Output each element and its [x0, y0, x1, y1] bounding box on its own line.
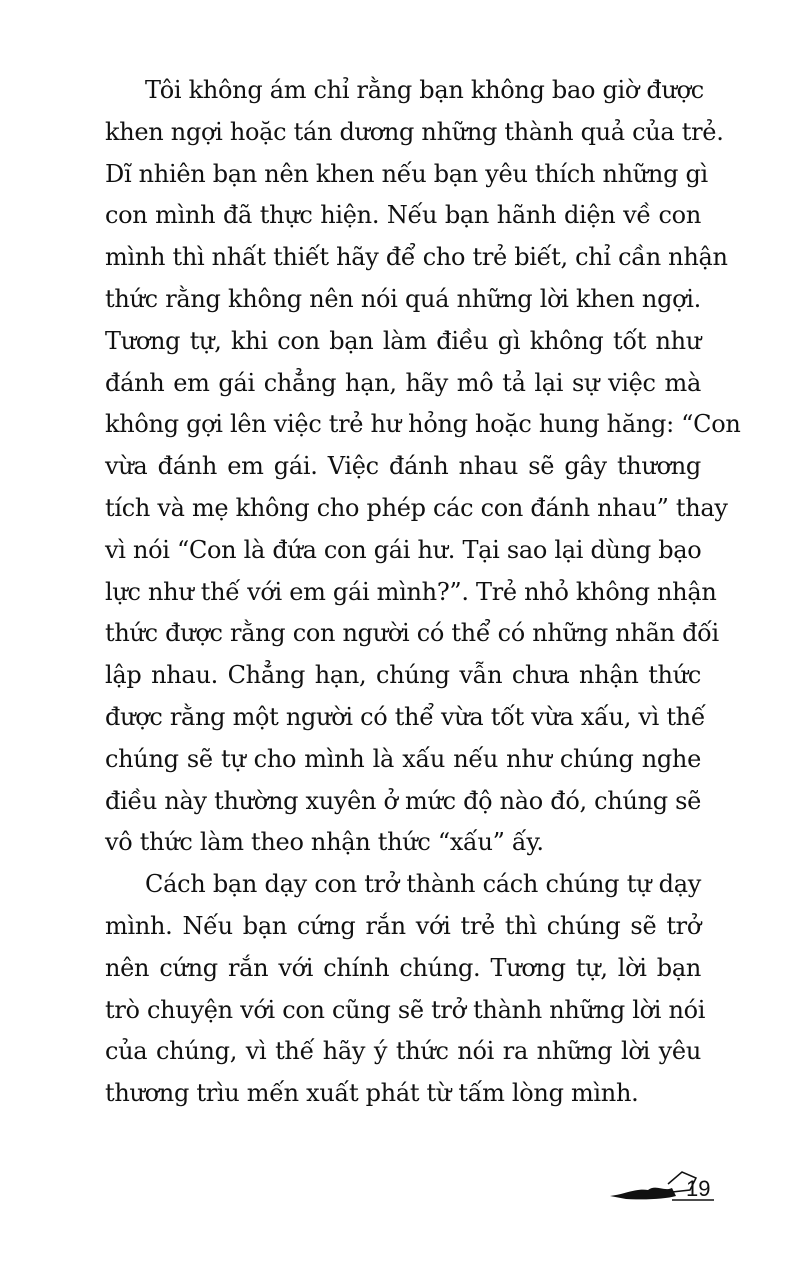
text-line: mình thì nhất thiết hãy để cho trẻ biết, chỉ cần nhận: [105, 243, 728, 272]
text-line: vô thức làm theo nhận thức “xấu” ấy.: [105, 828, 544, 857]
text-line: được rằng một người có thể vừa tốt vừa xấu, vì thế: [105, 702, 706, 731]
text-line: khen ngợi hoặc tán dương những thành quả của trẻ.: [105, 117, 724, 146]
page-body: [105, 70, 741, 1115]
text-line: trò chuyện với con cũng sẽ trở thành những lời nói: [105, 995, 706, 1024]
text-line: vừa đánh em gái. Việc đánh nhau sẽ gây thương: [105, 452, 701, 481]
text-line: điều này thường xuyên ở mức độ nào đó, chúng sẽ: [105, 786, 702, 815]
text-line: đánh em gái chẳng hạn, hãy mô tả lại sự việc mà: [105, 368, 701, 397]
page-number: 19: [686, 1176, 711, 1201]
text-line: Tương tự, khi con bạn làm điều gì không tốt như: [105, 326, 701, 355]
text-line: Tôi không ám chỉ rằng bạn không bao giờ được: [145, 76, 704, 104]
text-line: lực như thế với em gái mình?”. Trẻ nhỏ không nhận: [105, 577, 717, 606]
paragraph-2: [105, 864, 706, 1115]
text-line: không gợi lên việc trẻ hư hỏng hoặc hung hăng: “Con: [105, 410, 741, 439]
text-line: vì nói “Con là đứa con gái hư. Tại sao lại dùng bạo: [105, 535, 702, 564]
text-line: con mình đã thực hiện. Nếu bạn hãnh diện về con: [105, 201, 701, 230]
text-line: lập nhau. Chẳng hạn, chúng vẫn chưa nhận thức: [105, 661, 701, 690]
text-line: tích và mẹ không cho phép các con đánh nhau” thay: [105, 493, 728, 522]
text-line: Dĩ nhiên bạn nên khen nếu bạn yêu thích những gì: [105, 159, 708, 188]
text-line: thức rằng không nên nói quá những lời khen ngợi.: [105, 284, 701, 313]
text-line: mình. Nếu bạn cứng rắn với trẻ thì chúng sẽ trở: [105, 911, 701, 940]
text-line: nên cứng rắn với chính chúng. Tương tự, lời bạn: [105, 953, 701, 982]
text-line: chúng sẽ tự cho mình là xấu nếu như chúng nghe: [105, 744, 701, 773]
text-line: của chúng, vì thế hãy ý thức nói ra những lời yêu: [105, 1037, 701, 1066]
text-line: thức được rằng con người có thể có những nhãn đối: [105, 619, 719, 648]
paragraph-1: [105, 70, 741, 864]
text-line: thương trìu mến xuất phát từ tấm lòng mình.: [105, 1079, 639, 1108]
text-line: Cách bạn dạy con trở thành cách chúng tự dạy: [145, 870, 701, 899]
